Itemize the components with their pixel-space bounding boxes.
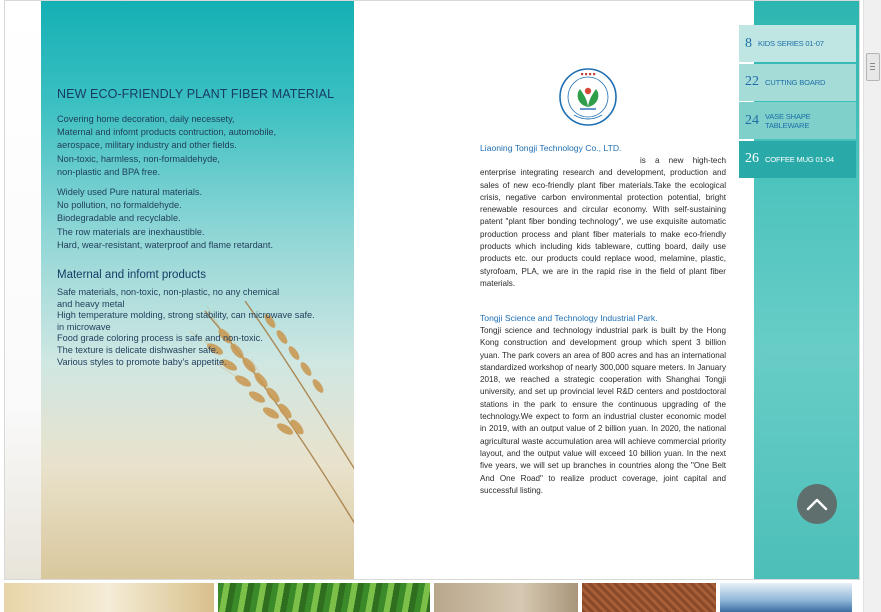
feature-line: non-plastic and BPA free. [57,166,160,177]
chevron-up-icon [806,497,828,511]
index-label: COFFEE MUG 01-04 [765,154,834,164]
features-block-1 [57,113,276,179]
feature-line: High temperature molding, strong stability, can microwave safe. [57,310,315,321]
index-page-number: 24 [745,112,759,128]
thumbnail-strip [4,583,856,612]
scrollbar-grip [870,69,875,70]
park-title: Tongji Science and Technology Industrial Park. [480,313,658,323]
index-label: CUTTING BOARD [765,77,826,87]
index-label: VASE SHAPE TABLEWARE [765,111,811,130]
feature-line: No pollution, no formaldehyde. [57,200,182,211]
feature-line: Maternal and infomt products contruction, automobile, [57,127,277,138]
thumbnail-green-plants[interactable] [218,583,430,612]
feature-line: The row materials are inexhaustible. [57,226,205,237]
contents-index [739,25,856,179]
index-page-number: 8 [745,35,752,51]
feature-line: Various styles to promote baby's appetite. [57,356,227,367]
features-block-2 [57,186,273,252]
scrollbar-thumb[interactable] [866,53,880,81]
feature-line: aerospace, military industry and other fields. [57,140,237,151]
feature-line: Biodegradable and recyclable. [57,213,181,224]
brochure-viewer [4,0,860,580]
left-page [5,1,354,580]
scrollbar-grip [870,63,875,64]
left-page-title: NEW ECO-FRIENDLY PLANT FIBER MATERIAL [57,87,335,101]
company-description-text: is a new high-tech enterprise integrating research and development, production and sales of new eco-friendly plant fiber materials.Take the ecological crisis, negative carbon environmental protection potential, bright renewable resources and circular economy. With self-sustaining patent "plant fiber bonding technology", we use exquisite automatic production process and plant fiber materials to make eco-friendly products which including kids tableware, cutting board, daily use products etc. our products could replace wood, melamine, plastic, styrofoam, PLA, we are in the rapid rise in the field of plant fiber materials. [480,156,726,288]
index-item-vase-tableware[interactable] [739,102,856,139]
scrollbar-grip [870,66,875,67]
thumbnail-fiber-texture[interactable] [434,583,578,612]
feature-line: Hard, wear-resistant, waterproof and flame retardant. [57,239,274,250]
feature-line: Non-toxic, harmless, non-formaldehyde, [57,153,220,164]
thumbnail-brown-fiber[interactable] [582,583,716,612]
feature-line: The texture is delicate dishwasher safe. [57,344,219,355]
thumbnail-wheat[interactable] [4,583,214,612]
index-page-number: 26 [745,151,759,166]
features-block-3 [57,287,315,368]
company-name: Liaoning Tongji Technology Co., LTD. [480,143,622,153]
vertical-scrollbar[interactable] [863,0,881,612]
feature-line: Safe materials, non-toxic, non-plastic, no any chemical [57,287,280,297]
feature-line: Food grade coloring process is safe and non-toxic. [57,333,263,344]
index-item-kids-series[interactable] [739,25,856,62]
company-description [480,155,726,290]
feature-line: Covering home decoration, daily necessety, [57,114,235,124]
feature-line: in microwave [57,321,111,332]
index-item-coffee-mug[interactable] [739,141,856,178]
feature-line: and heavy metal [57,298,125,309]
company-logo [558,67,618,127]
index-item-cutting-board[interactable] [739,64,856,101]
index-label: KIDS SERIES 01-07 [758,39,824,48]
left-page-subtitle: Maternal and infomt products [57,269,206,281]
thumbnail-blue-sky[interactable] [720,583,852,612]
feature-line: Widely used Pure natural materials. [57,187,203,197]
right-page [354,1,754,580]
park-description: Tongji science and technology industrial park is built by the Hong Kong construction and development group which spent 3 billion yuan. The park covers an area of 800 acres and has an international standardized workshop of nearly 300,000 square meters. In January 2018, we reached a strategic cooperation with Shanghai Tongji university, and set up provincial level R&D centers and postdoctoral stations in the park to ensure the continuous upgrading of the technology.We expect to form an industrial cluster economic model in 2019, with an output value of 2 billion yuan. In 2020, the national agricultural waste accumulation area will achieve commercial priority layout, and the output value will exceed 10 billion yuan. In the next five years, we will set up branches in countries along the "One Belt And One Road" to realize product coverage, joint capital and successful listing. [480,326,726,495]
index-page-number: 22 [745,74,759,89]
back-to-top-button[interactable] [797,484,837,524]
